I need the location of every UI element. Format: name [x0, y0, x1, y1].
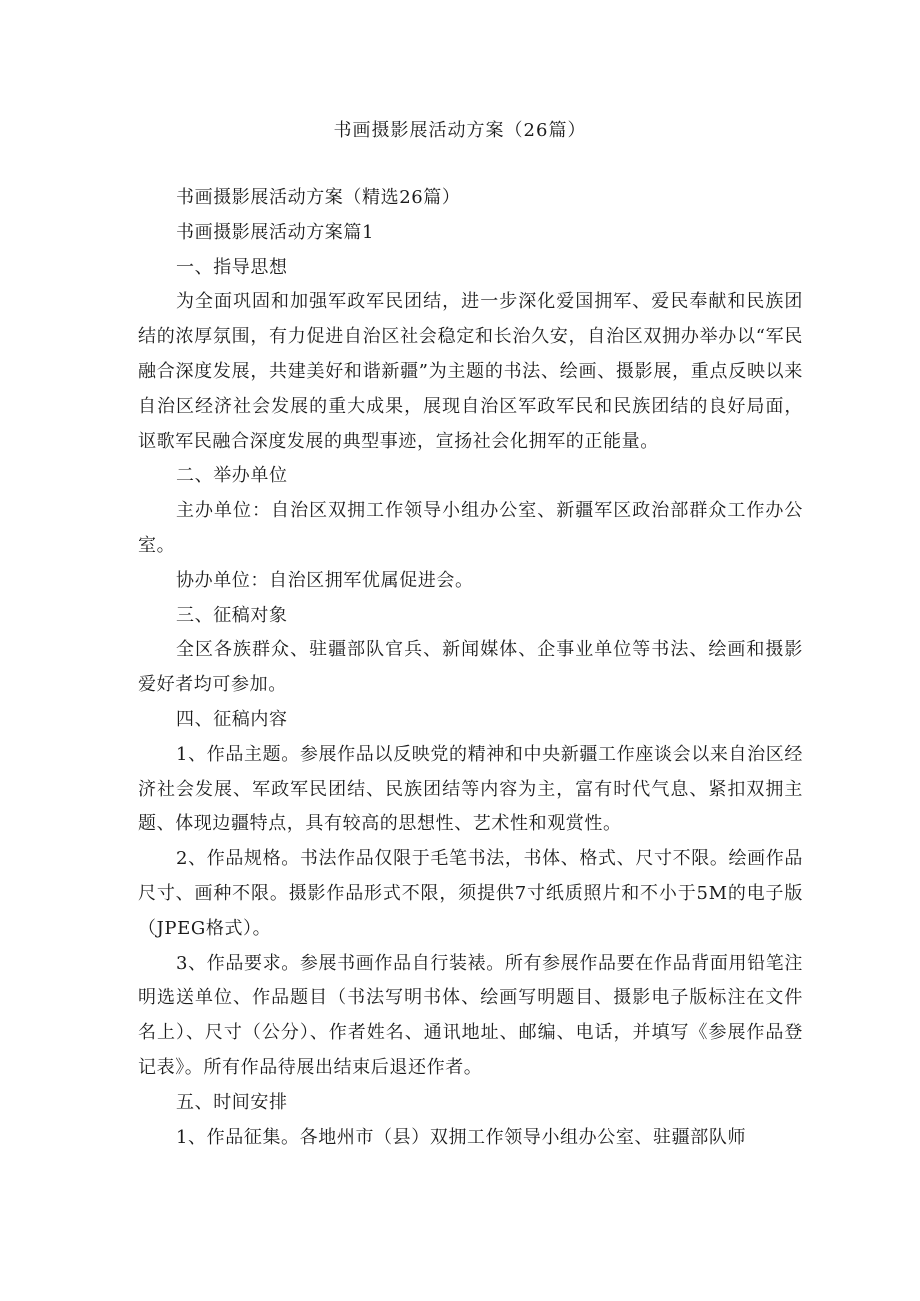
section-heading-content: 四、征稿内容	[176, 708, 288, 730]
section-heading-organizers: 二、举办单位	[176, 465, 288, 487]
paragraph-guiding-thought: 为全面巩固和加强军政军民团结，进一步深化爱国拥军、爱民奉献和民族团结的浓厚氛围，有力促进自治区社会稳定和长治久安，自治区双拥办举办以“军民融合深度发展，共建美好和谐新疆”为主题的书法、绘画、摄影展，重点反映以来自治区经济社会发展的重大成果，展现自治区军政军民和民族团结的良好局面，讴歌军民融合深度发展的典型事迹，宣扬社会化拥军的正能量。	[138, 291, 803, 452]
paragraph-work-requirements: 3、作品要求。参展书画作品自行装裱。所有参展作品要在作品背面用铅笔注明选送单位、作品题目（书法写明书体、绘画写明题目、摄影电子版标注在文件名上）、尺寸（公分）、作者姓名、通讯地址、邮编、电话，并填写《参展作品登记表》。所有作品待展出结束后退还作者。	[138, 952, 803, 1078]
paragraph-co-host-unit: 协办单位：自治区拥军优属促进会。	[176, 569, 474, 591]
paragraph-host-unit: 主办单位：自治区双拥工作领导小组办公室、新疆军区政治部群众工作办公室。	[138, 500, 803, 556]
section-heading-participants: 三、征稿对象	[176, 604, 288, 626]
paragraph-work-spec: 2、作品规格。书法作品仅限于毛笔书法，书体、格式、尺寸不限。绘画作品尺寸、画种不限。摄影作品形式不限，须提供7寸纸质照片和不小于5M的电子版（JPEG格式）。	[138, 848, 803, 939]
section-heading-guiding-thought: 一、指导思想	[176, 256, 288, 278]
section-heading-article-1: 书画摄影展活动方案篇1	[176, 221, 375, 243]
subtitle: 书画摄影展活动方案（精选26篇）	[176, 187, 461, 208]
paragraph-work-theme: 1、作品主题。参展作品以反映党的精神和中央新疆工作座谈会以来自治区经济社会发展、军政军民团结、民族团结等内容为主，富有时代气息、紧扣双拥主题、体现边疆特点，具有较高的思想性、艺术性和观赏性。	[138, 743, 803, 835]
paragraph-collection: 1、作品征集。各地州市（县）双拥工作领导小组办公室、驻疆部队师	[176, 1126, 747, 1148]
paragraph-participants: 全区各族群众、驻疆部队官兵、新闻媒体、企事业单位等书法、绘画和摄影爱好者均可参加。	[138, 639, 803, 696]
document-title: 书画摄影展活动方案（26篇）	[333, 120, 587, 141]
document-body	[138, 181, 803, 1155]
section-heading-schedule: 五、时间安排	[176, 1091, 288, 1113]
